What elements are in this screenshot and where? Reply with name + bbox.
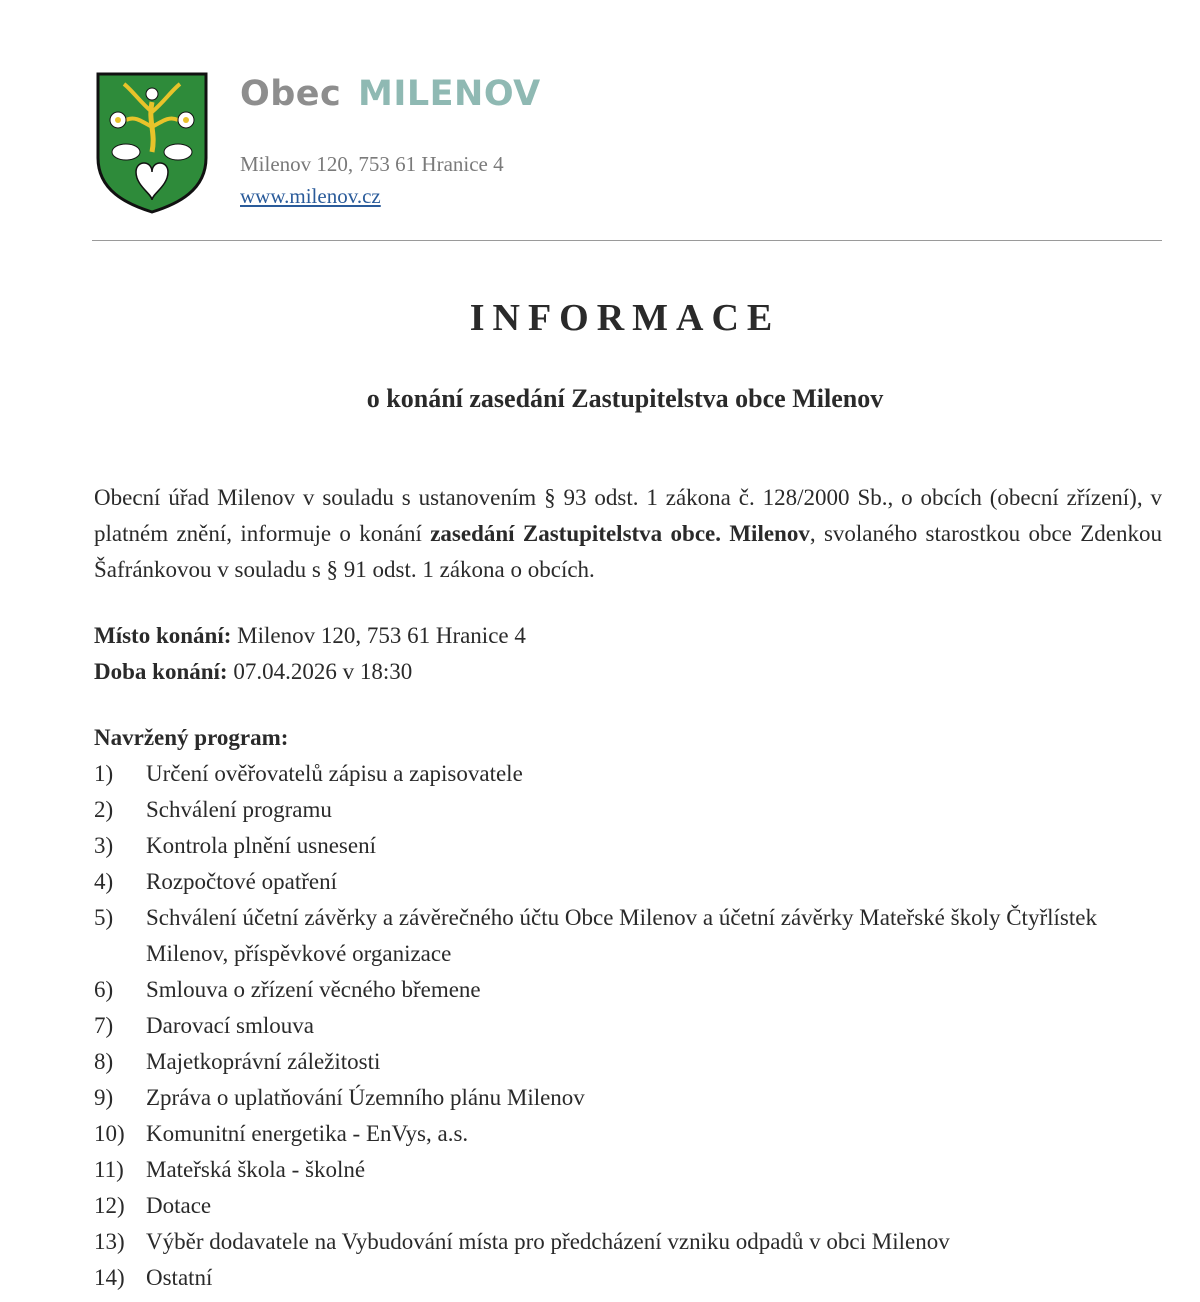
agenda-item-text: Schválení účetní závěrky a závěrečného účtu Obce Milenov a účetní závěrky Mateřské školy Čtyřlístek Milenov, příspěvkové organizace (146, 905, 1097, 966)
meeting-details (94, 618, 526, 690)
agenda-item-text: Určení ověřovatelů zápisu a zapisovatele (146, 761, 523, 786)
agenda-item-text: Darovací smlouva (146, 1013, 314, 1038)
agenda-list (94, 756, 1174, 1296)
agenda-item (94, 1044, 1174, 1080)
agenda-item (94, 1152, 1174, 1188)
address: Milenov 120, 753 61 Hranice 4 (240, 152, 504, 176)
program-section (94, 720, 1174, 1296)
agenda-item-number: 4) (94, 869, 114, 894)
agenda-item-number: 14) (94, 1265, 125, 1290)
intro-text-2: , svolaného starostkou obce Zdenkou Šafránkovou v souladu s § 91 odst. 1 zákona o obcích. (94, 521, 1162, 582)
agenda-item-number: 12) (94, 1193, 125, 1218)
document-subtitle: o konání zasedání Zastupitelstva obce Milenov (366, 384, 884, 413)
agenda-item (94, 1188, 1174, 1224)
agenda-item (94, 1260, 1174, 1296)
time-value: 07.04.2026 v 18:30 (233, 659, 413, 684)
program-heading: Navržený program: (94, 725, 289, 750)
agenda-item (94, 1008, 1174, 1044)
agenda-item (94, 1224, 1174, 1260)
agenda-item-text: Mateřská škola - školné (146, 1157, 366, 1182)
agenda-item (94, 972, 1174, 1008)
document-title: INFORMACE (469, 297, 781, 339)
agenda-item-number: 10) (94, 1121, 125, 1146)
agenda-item (94, 792, 1174, 828)
agenda-item (94, 900, 1174, 972)
website-link[interactable]: www.milenov.cz (240, 184, 381, 208)
place-value: Milenov 120, 753 61 Hranice 4 (237, 623, 526, 648)
agenda-item (94, 1080, 1174, 1116)
time-label: Doba konání: (94, 659, 228, 684)
agenda-item-number: 3) (94, 833, 114, 858)
agenda-item-number: 6) (94, 977, 114, 1002)
intro-text-1: Obecní úřad Milenov v souladu s ustanovením § 93 odst. 1 zákona č. 128/2000 Sb., o obcích (obecní zřízení), v platném znění, informuje o konání (94, 485, 1162, 546)
agenda-item (94, 1116, 1174, 1152)
agenda-item-number: 11) (94, 1157, 124, 1182)
agenda-item-number: 5) (94, 905, 114, 930)
agenda-item-text: Schválení programu (146, 797, 332, 822)
agenda-item-number: 13) (94, 1229, 125, 1254)
organization-name (240, 74, 541, 114)
agenda-item-text: Ostatní (146, 1265, 213, 1290)
agenda-item-number: 2) (94, 797, 114, 822)
agenda-item-text: Majetkoprávní záležitosti (146, 1049, 381, 1074)
agenda-item (94, 756, 1174, 792)
agenda-item-number: 1) (94, 761, 114, 786)
agenda-item-number: 7) (94, 1013, 114, 1038)
agenda-item-text: Výběr dodavatele na Vybudování místa pro předcházení vzniku odpadů v obci Milenov (146, 1229, 950, 1254)
agenda-item-text: Komunitní energetika - EnVys, a.s. (146, 1121, 469, 1146)
agenda-item-text: Rozpočtové opatření (146, 869, 337, 894)
agenda-item-number: 8) (94, 1049, 114, 1074)
header-divider (92, 240, 1162, 241)
org-main-name: MILENOV (357, 74, 541, 114)
meeting-place (94, 618, 526, 654)
intro-paragraph (94, 480, 1162, 588)
agenda-item-text: Dotace (146, 1193, 212, 1218)
meeting-time (94, 654, 526, 690)
agenda-item-number: 9) (94, 1085, 114, 1110)
agenda-item-text: Zpráva o uplatňování Územního plánu Milenov (146, 1085, 585, 1110)
intro-bold: zasedání Zastupitelstva obce. Milenov (430, 521, 810, 546)
place-label: Místo konání: (94, 623, 232, 648)
org-prefix: Obec (240, 74, 342, 114)
agenda-item (94, 864, 1174, 900)
agenda-item-text: Kontrola plnění usnesení (146, 833, 376, 858)
agenda-item-text: Smlouva o zřízení věcného břemene (146, 977, 481, 1002)
agenda-item (94, 828, 1174, 864)
coat-of-arms-icon (96, 72, 208, 214)
